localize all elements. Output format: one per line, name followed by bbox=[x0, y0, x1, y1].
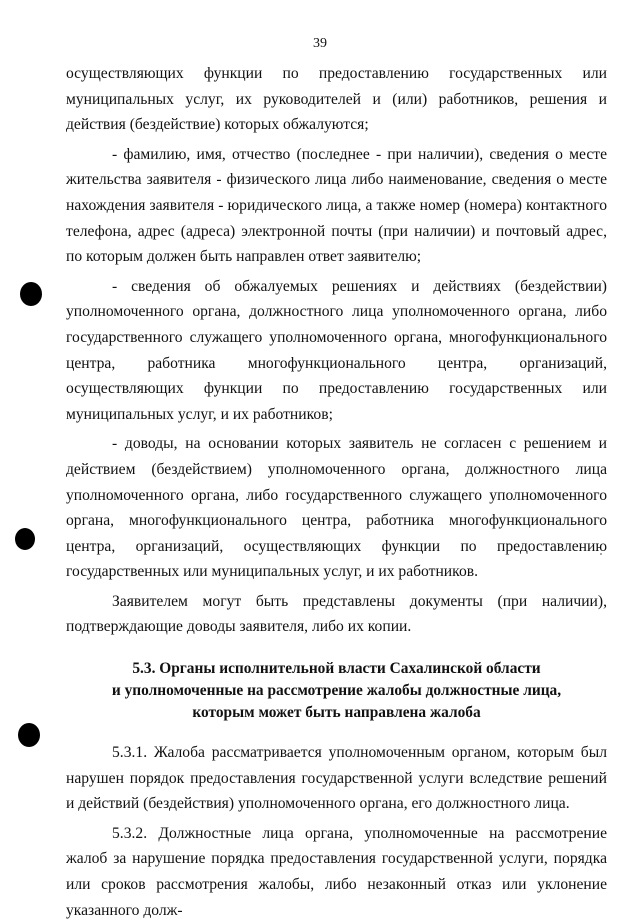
section-heading-line-2: и уполномоченные на рассмотрение жалобы должностные лица, bbox=[111, 682, 562, 700]
paragraph-p1: осуществляющих функции по предоставлению государственных или муниципальных услуг, их руководителей и (или) работников, решения и действия (бездействие) которых обжалуются; bbox=[66, 65, 607, 134]
section-heading-line-3: которым может быть направлена жалоба bbox=[192, 704, 481, 722]
paragraph-p3: - сведения об обжалуемых решениях и действиях (бездействии) уполномоченного органа, должностного лица уполномоченного органа, либо государственного служащего уполномоченного органа, многофункционального центра, работника многофункционального центра, организаций, осуществляющих функции по предоставлению государственных или муниципальных услуг, и их работников; bbox=[66, 277, 607, 423]
page-number: 39 bbox=[313, 36, 327, 51]
paragraph-p2: - фамилию, имя, отчество (последнее - при наличии), сведения о месте жительства заявителя - физического лица либо наименование, сведения о месте нахождения заявителя - юридического лица, а также номер (номера) контактного телефона, адрес (адреса) электронной почты (при наличии) и почтовый адрес, по которым должен быть направлен ответ заявителю; bbox=[66, 145, 607, 266]
paragraph-p5: Заявителем могут быть представлены документы (при наличии), подтверждающие доводы заявителя, либо их копии. bbox=[66, 592, 607, 636]
section-heading bbox=[66, 658, 607, 724]
paragraph-p7: 5.3.2. Должностные лица органа, уполномоченные на рассмотрение жалоб за нарушение порядка предоставления государственной услуги, порядка или сроков рассмотрения жалобы, либо незаконный отказ или уклонение указанного долж- bbox=[66, 824, 607, 919]
punch-hole-3 bbox=[18, 723, 40, 747]
section-heading-line-1: 5.3. Органы исполнительной власти Сахалинской области bbox=[132, 660, 541, 678]
paragraph-p6: 5.3.1. Жалоба рассматривается уполномоченным органом, которым был нарушен порядок предоставления государственной услуги вследствие решений и действий (бездействия) уполномоченного органа, его должностного лица. bbox=[66, 744, 607, 813]
document-body bbox=[66, 61, 607, 923]
punch-hole-1 bbox=[20, 282, 42, 306]
punch-hole-2 bbox=[15, 528, 35, 550]
paragraph-p4: - доводы, на основании которых заявитель не согласен с решением и действием (бездействием) уполномоченного органа, должностного лица уполномоченного органа, либо государственного служащего уполномоченного органа, многофункционального центра, работника многофункционального центра, организаций, осуществляющих функции по предоставлению государственных или муниципальных услуг, и их работников. bbox=[66, 435, 607, 581]
